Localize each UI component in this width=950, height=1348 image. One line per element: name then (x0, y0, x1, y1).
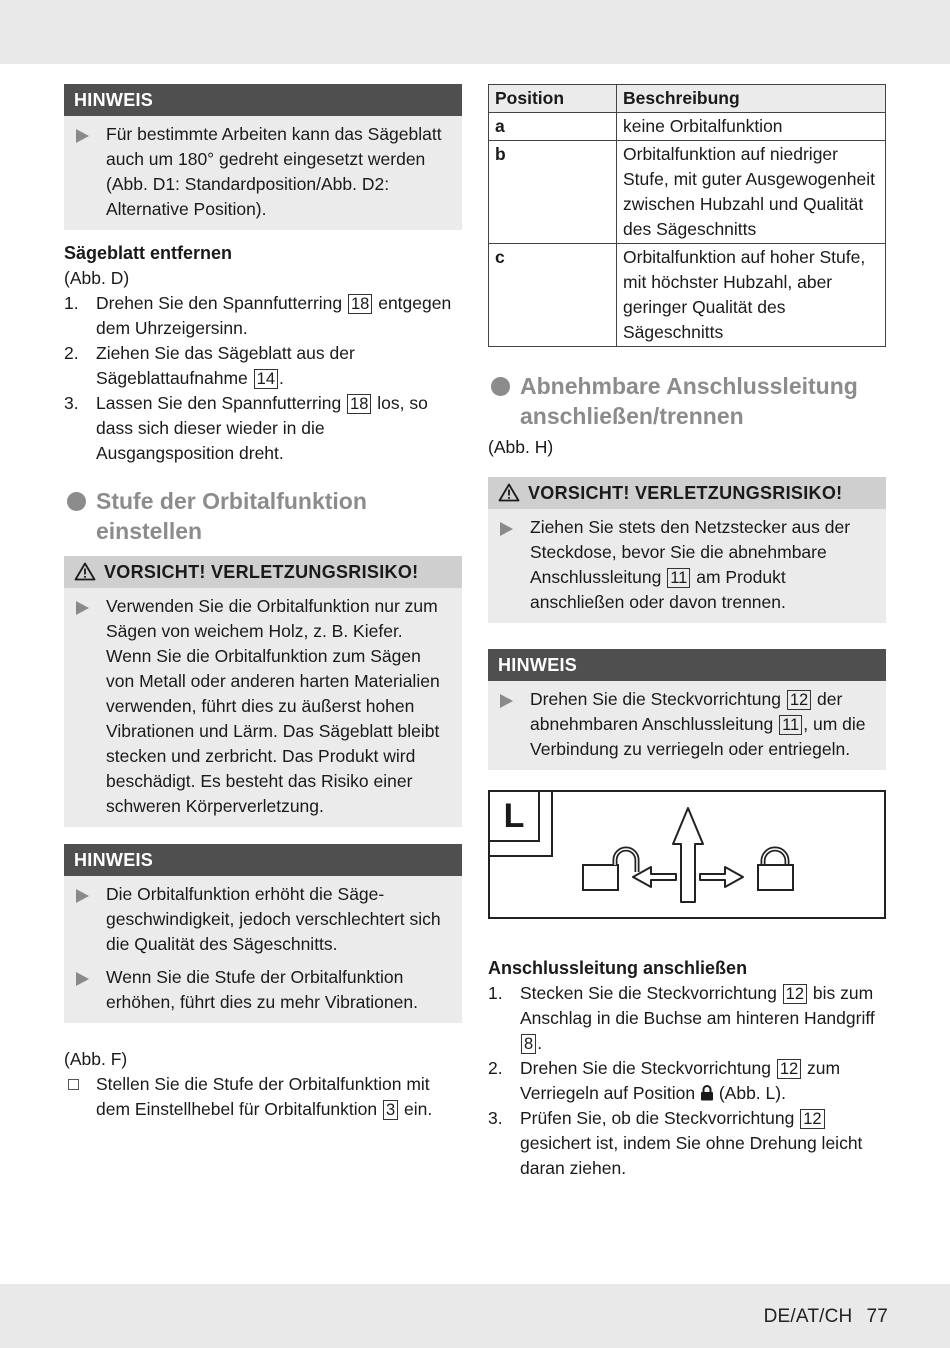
part-number-ref: 12 (777, 1059, 801, 1079)
part-number-ref: 12 (783, 984, 807, 1004)
bullet-dot-icon (67, 492, 86, 511)
note-item: Drehen Sie die Steckvorrichtung 12 der abnehmbaren Anschlussleitung 11 , um die Verbindung zu verriegeln oder entriegeln. (498, 687, 876, 766)
triangle-bullet-icon (76, 889, 89, 903)
top-margin-band (0, 0, 950, 64)
note-box-orbital (64, 844, 462, 1023)
warning-heading: VORSICHT! VERLETZUNGSRISIKO! (64, 556, 462, 588)
warning-box-cable (488, 477, 886, 623)
bullet-dot-icon (491, 377, 510, 396)
figure-reference: (Abb. F) (64, 1049, 128, 1069)
note-item: Die Orbitalfunktion erhöht die Sägegeschwindigkeit, jedoch verschlechtert sich die Qualität des Sägeschnitts. (74, 882, 452, 961)
part-number-ref: 12 (800, 1109, 824, 1129)
triangle-bullet-icon (76, 972, 89, 986)
lock-icon (758, 849, 793, 890)
step-item: 2. Ziehen Sie das Sägeblatt aus der Sägeblattaufnahme 14 . (64, 343, 355, 388)
figure-l-lock-diagram (488, 790, 886, 919)
action-item: Stellen Sie die Stufe der Orbitalfunktion mit dem Einstellhebel für Orbitalfunktion 3 ein. (64, 1072, 462, 1122)
note-item: Wenn Sie die Stufe der Orbitalfunktion erhöhen, führt dies zu mehr Vibrationen. (74, 965, 452, 1019)
step-item: 1. Stecken Sie die Steckvorrichtung 12 bis zum Anschlag in die Buchse am hinteren Handgriff 8 . (488, 983, 875, 1053)
note-box-blade-rotation (64, 84, 462, 230)
part-number-ref: 18 (347, 394, 371, 414)
section-title-cable: Abnehmbare Anschlussleitung anschließen/trennen (488, 371, 886, 431)
lock-icon (700, 1084, 714, 1101)
part-number-ref: 11 (779, 715, 802, 735)
table-header-description: Beschreibung (617, 85, 886, 113)
remove-blade-heading: Sägeblatt entfernen (64, 243, 233, 263)
note-box-cable (488, 649, 886, 770)
orbital-setting-section (64, 1047, 462, 1122)
triangle-bullet-icon (500, 522, 513, 536)
table-header-position: Position (489, 85, 617, 113)
part-number-ref: 8 (521, 1034, 536, 1054)
lock-unlock-diagram (490, 792, 888, 921)
unlock-icon (583, 849, 637, 890)
orbital-position-table (488, 84, 886, 347)
remove-blade-section (64, 241, 462, 466)
table-row: c Orbitalfunktion auf hoher Stufe, mit höchster Hubzahl, aber geringer Qualität des Sägeschnitts (489, 244, 886, 347)
figure-reference: (Abb. D) (64, 268, 130, 288)
step-item: 3. Lassen Sie den Spannfutterring 18 los, so dass sich dieser wieder in die Ausgangsposition dreht. (64, 393, 428, 463)
triangle-bullet-icon (500, 694, 513, 708)
remove-blade-steps (64, 291, 462, 466)
triangle-bullet-icon (76, 129, 89, 143)
arrow-up-icon (673, 808, 703, 902)
right-column (488, 84, 886, 1181)
note-item: Für bestimmte Arbeiten kann das Sägeblatt auch um 180° gedreht eingesetzt werden (Abb. D1: Standardposition/Abb. D2: Alternative Position). (74, 122, 452, 226)
part-number-ref: 14 (254, 369, 278, 389)
warning-triangle-icon (74, 562, 96, 581)
footer-band (0, 1284, 950, 1348)
part-number-ref: 11 (667, 568, 690, 588)
part-number-ref: 18 (348, 294, 372, 314)
part-number-ref: 3 (383, 1100, 398, 1120)
table-row: a keine Orbitalfunktion (489, 113, 886, 141)
language-codes: DE/AT/CH (763, 1306, 853, 1327)
warning-triangle-icon (498, 483, 520, 502)
figure-label: L (488, 790, 540, 842)
table-row: b Orbitalfunktion auf niedriger Stufe, mit guter Ausgewogenheit zwischen Hubzahl und Qualität des Sägeschnitts (489, 141, 886, 244)
connect-cable-section (488, 956, 886, 1181)
connect-cable-heading: Anschlussleitung anschließen (488, 958, 748, 978)
note-heading: HINWEIS (488, 649, 886, 681)
left-column (64, 84, 462, 1122)
step-item: 3. Prüfen Sie, ob die Steckvorrichtung 12 gesichert ist, indem Sie ohne Drehung leicht daran ziehen. (488, 1108, 863, 1178)
checkbox-bullet-icon (68, 1079, 79, 1090)
step-item: 1. Drehen Sie den Spannfutterring 18 entgegen dem Uhrzeigersinn. (64, 293, 452, 338)
warning-item: Ziehen Sie stets den Netzstecker aus der Steckdose, bevor Sie die abnehmbare Anschlussleitung 11 am Produkt anschließen oder davon trennen. (498, 515, 876, 619)
note-heading: HINWEIS (64, 844, 462, 876)
page-footer (764, 1304, 888, 1329)
triangle-bullet-icon (76, 601, 89, 615)
figure-reference: (Abb. H) (488, 437, 554, 457)
warning-box-orbital (64, 556, 462, 827)
table-header-row (489, 85, 886, 113)
warning-heading: VORSICHT! VERLETZUNGSRISIKO! (488, 477, 886, 509)
part-number-ref: 12 (787, 690, 811, 710)
warning-item: Verwenden Sie die Orbitalfunktion nur zum Sägen von weichem Holz, z. B. Kiefer. Wenn Sie die Orbitalfunktion zum Sägen von Metall oder anderen harten Materialien verwenden, führt dies zu äußerst hohen Vibrationen und Lärm. Das Sägeblatt bleibt stecken und zerbricht. Das Produkt wird beschädigt. Es besteht das Risiko einer schweren Körperverletzung. (74, 594, 452, 823)
section-title-orbital: Stufe der Orbitalfunktion einstellen (64, 486, 404, 546)
connect-cable-steps (488, 981, 886, 1181)
page-number: 77 (866, 1306, 888, 1327)
arrow-right-icon (700, 867, 743, 887)
step-item: 2. Drehen Sie die Steckvorrichtung 12 zum Verriegeln auf Position (Abb. L). (488, 1058, 841, 1103)
note-heading: HINWEIS (64, 84, 462, 116)
